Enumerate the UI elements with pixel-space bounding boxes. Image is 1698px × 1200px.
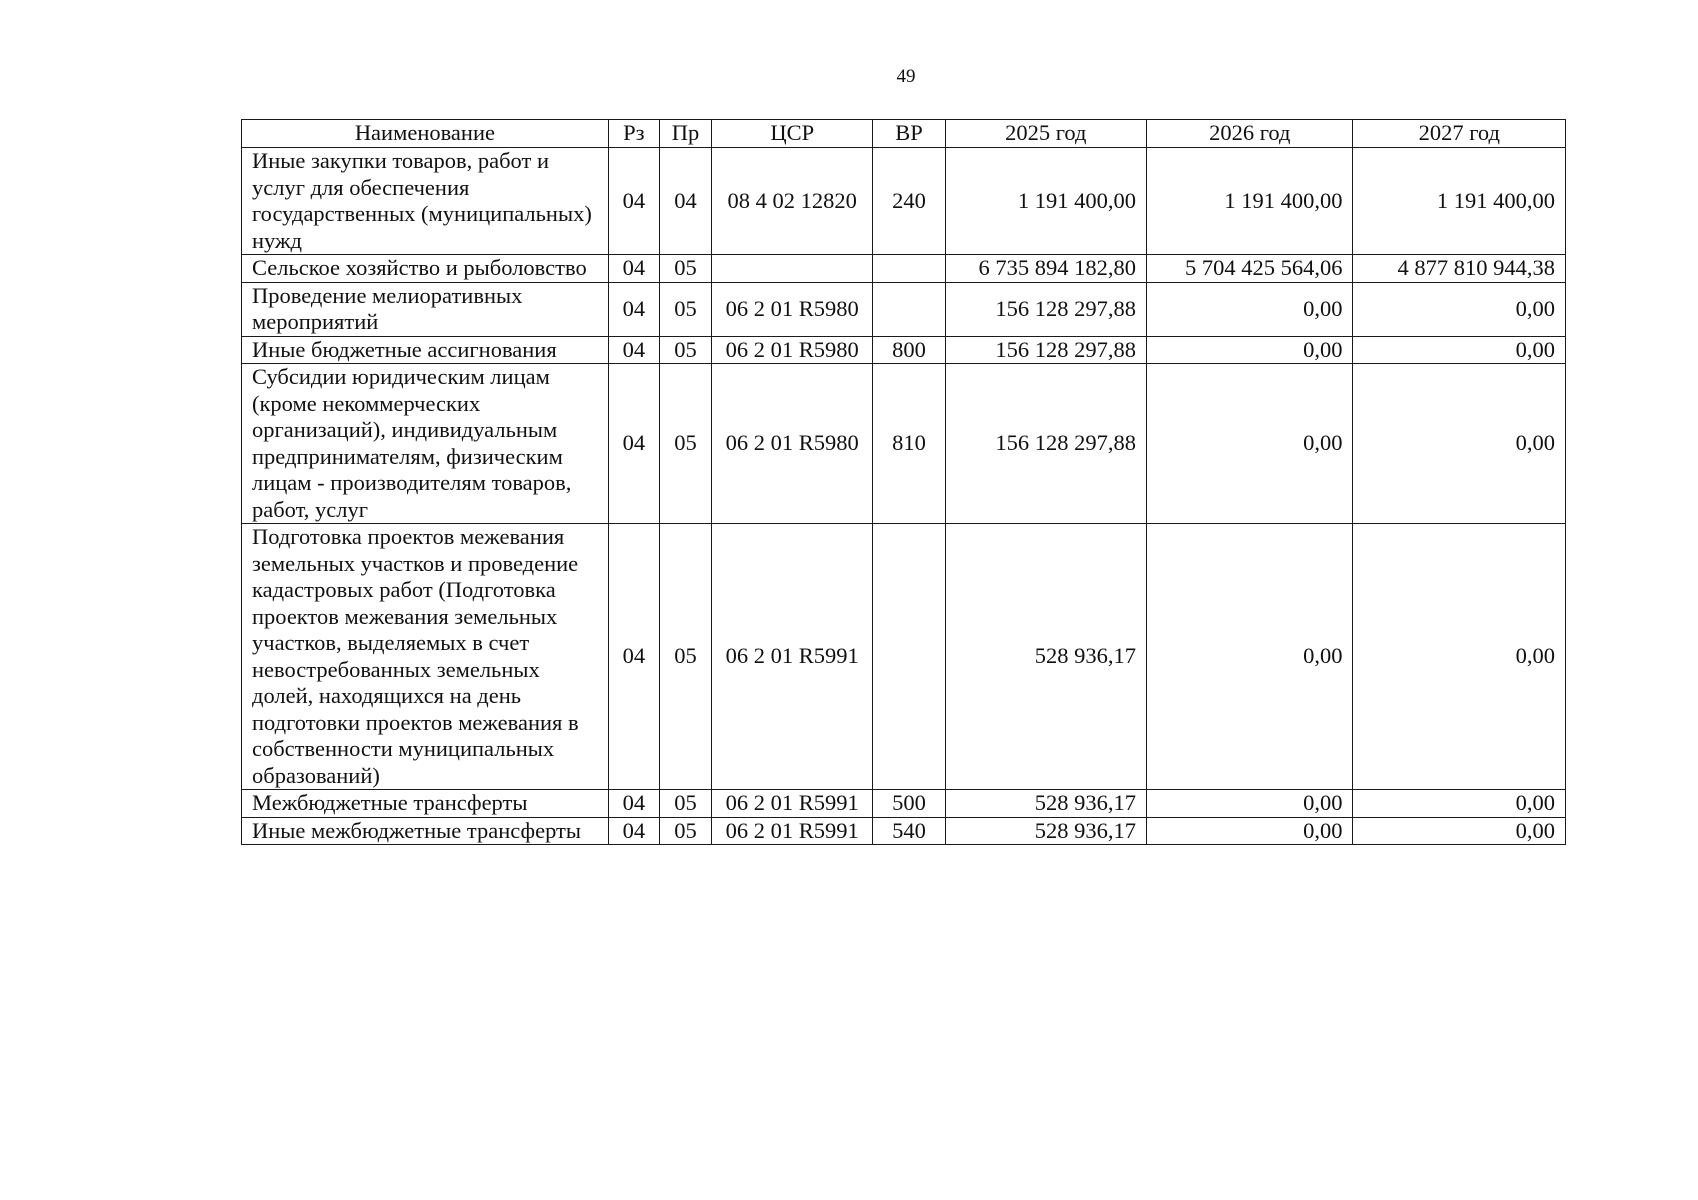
cell-pr: 05 xyxy=(659,364,711,524)
cell-vr: 240 xyxy=(873,148,945,255)
cell-2027: 4 877 810 944,38 xyxy=(1353,255,1566,283)
table-row xyxy=(242,255,1566,283)
header-pr: Пр xyxy=(659,120,711,148)
header-year-2025: 2025 год xyxy=(945,120,1146,148)
cell-2027: 1 191 400,00 xyxy=(1353,148,1566,255)
cell-name: Сельское хозяйство и рыболовство xyxy=(242,255,609,283)
cell-csr: 06 2 01 R5991 xyxy=(712,524,873,790)
cell-name: Иные межбюджетные трансферты xyxy=(242,817,609,845)
header-year-2026: 2026 год xyxy=(1147,120,1353,148)
cell-rz: 04 xyxy=(608,148,659,255)
cell-csr: 06 2 01 R5980 xyxy=(712,364,873,524)
cell-2025: 6 735 894 182,80 xyxy=(945,255,1146,283)
cell-rz: 04 xyxy=(608,282,659,336)
header-name: Наименование xyxy=(242,120,609,148)
cell-vr: 810 xyxy=(873,364,945,524)
cell-csr: 06 2 01 R5991 xyxy=(712,790,873,818)
cell-2026: 0,00 xyxy=(1147,364,1353,524)
header-year-2027: 2027 год xyxy=(1353,120,1566,148)
header-rz: Рз xyxy=(608,120,659,148)
cell-vr: 540 xyxy=(873,817,945,845)
header-vr: ВР xyxy=(873,120,945,148)
cell-2025: 528 936,17 xyxy=(945,817,1146,845)
cell-2027: 0,00 xyxy=(1353,790,1566,818)
cell-2025: 528 936,17 xyxy=(945,524,1146,790)
cell-pr: 04 xyxy=(659,148,711,255)
cell-csr: 06 2 01 R5980 xyxy=(712,336,873,364)
cell-pr: 05 xyxy=(659,282,711,336)
cell-2026: 0,00 xyxy=(1147,524,1353,790)
cell-csr xyxy=(712,255,873,283)
cell-2026: 5 704 425 564,06 xyxy=(1147,255,1353,283)
table-header-row xyxy=(242,120,1566,148)
cell-2026: 0,00 xyxy=(1147,282,1353,336)
cell-2025: 156 128 297,88 xyxy=(945,336,1146,364)
cell-vr xyxy=(873,255,945,283)
cell-pr: 05 xyxy=(659,336,711,364)
cell-vr: 500 xyxy=(873,790,945,818)
cell-2026: 0,00 xyxy=(1147,817,1353,845)
table-row xyxy=(242,148,1566,255)
cell-2025: 1 191 400,00 xyxy=(945,148,1146,255)
cell-name: Иные закупки товаров, работ и услуг для обеспечения государственных (муниципальных) нужд xyxy=(242,148,609,255)
cell-csr: 06 2 01 R5980 xyxy=(712,282,873,336)
cell-2026: 0,00 xyxy=(1147,336,1353,364)
table-row xyxy=(242,336,1566,364)
cell-pr: 05 xyxy=(659,255,711,283)
cell-vr: 800 xyxy=(873,336,945,364)
page-number: 49 xyxy=(896,66,916,87)
cell-rz: 04 xyxy=(608,524,659,790)
cell-2027: 0,00 xyxy=(1353,282,1566,336)
table-row xyxy=(242,282,1566,336)
cell-2026: 0,00 xyxy=(1147,790,1353,818)
cell-2027: 0,00 xyxy=(1353,817,1566,845)
cell-vr xyxy=(873,282,945,336)
cell-csr: 06 2 01 R5991 xyxy=(712,817,873,845)
table-row xyxy=(242,364,1566,524)
table-row xyxy=(242,817,1566,845)
cell-2027: 0,00 xyxy=(1353,524,1566,790)
budget-table xyxy=(241,119,1566,845)
cell-pr: 05 xyxy=(659,524,711,790)
cell-name: Субсидии юридическим лицам (кроме некоммерческих организаций), индивидуальным предпринимателям, физическим лицам - производителям товаров, работ, услуг xyxy=(242,364,609,524)
cell-2025: 528 936,17 xyxy=(945,790,1146,818)
cell-name: Подготовка проектов межевания земельных участков и проведение кадастровых работ (Подготовка проектов межевания земельных участков, выделяемых в счет невостребованных земельных долей, находящихся на день подготовки проектов межевания в собственности муниципальных образований) xyxy=(242,524,609,790)
cell-vr xyxy=(873,524,945,790)
header-csr: ЦСР xyxy=(712,120,873,148)
cell-2025: 156 128 297,88 xyxy=(945,282,1146,336)
cell-rz: 04 xyxy=(608,336,659,364)
table-row xyxy=(242,524,1566,790)
cell-name: Иные бюджетные ассигнования xyxy=(242,336,609,364)
cell-2027: 0,00 xyxy=(1353,336,1566,364)
cell-2026: 1 191 400,00 xyxy=(1147,148,1353,255)
cell-rz: 04 xyxy=(608,817,659,845)
cell-name: Межбюджетные трансферты xyxy=(242,790,609,818)
cell-csr: 08 4 02 12820 xyxy=(712,148,873,255)
cell-2027: 0,00 xyxy=(1353,364,1566,524)
cell-rz: 04 xyxy=(608,255,659,283)
cell-pr: 05 xyxy=(659,790,711,818)
cell-rz: 04 xyxy=(608,364,659,524)
cell-2025: 156 128 297,88 xyxy=(945,364,1146,524)
table-row xyxy=(242,790,1566,818)
cell-rz: 04 xyxy=(608,790,659,818)
cell-name: Проведение мелиоративных мероприятий xyxy=(242,282,609,336)
cell-pr: 05 xyxy=(659,817,711,845)
